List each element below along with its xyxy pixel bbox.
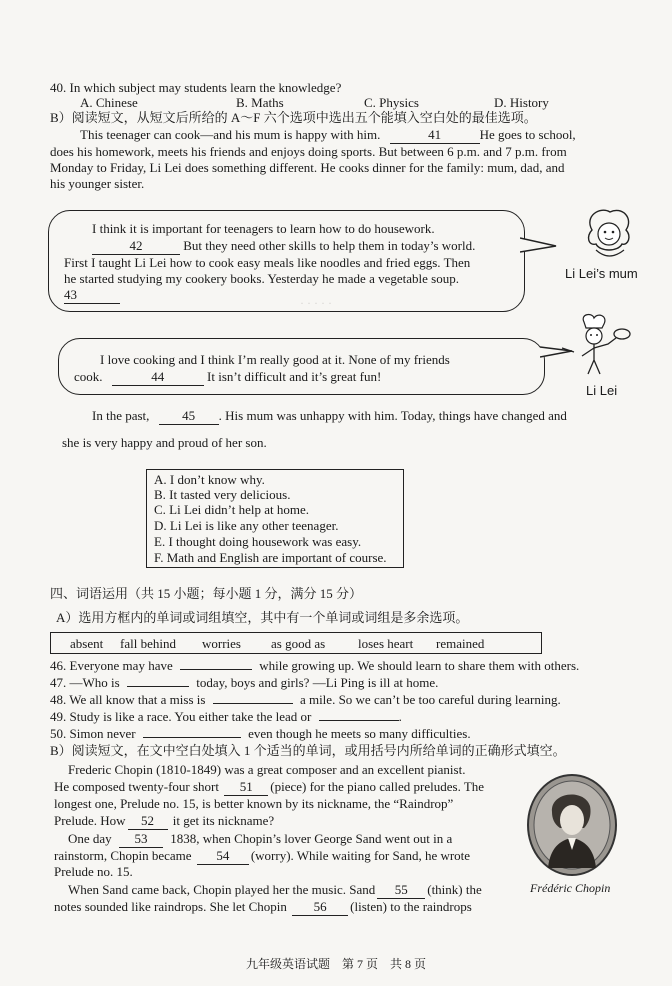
q40-stem: 40. In which subject may students learn the knowledge? bbox=[50, 80, 342, 95]
q49 bbox=[50, 709, 402, 725]
q47-a: 47. —Who is bbox=[50, 675, 120, 690]
lilei-bubble-line1: I love cooking and I think I’m really good at it. None of my friends bbox=[100, 352, 450, 367]
passage1-line3: Monday to Friday, Li Lei does something different. He cooks dinner for the family: mum, dad, and bbox=[50, 160, 565, 175]
q48 bbox=[50, 692, 561, 708]
passage1-line1-rest: He goes to school, bbox=[479, 127, 576, 142]
passage1-end-line1 bbox=[92, 408, 567, 425]
passage2-line1: Frederic Chopin (1810-1849) was a great composer and an excellent pianist. bbox=[68, 762, 466, 777]
blank-46[interactable] bbox=[180, 669, 252, 670]
page-footer: 九年级英语试题 第 7 页 共 8 页 bbox=[245, 957, 426, 971]
passage1-end-line1-b: . His mum was unhappy with him. Today, things have changed and bbox=[218, 408, 567, 423]
blank-56[interactable]: 56 bbox=[292, 899, 348, 916]
passage2-line8-b: (think) the bbox=[427, 882, 482, 897]
word-as-good-as: as good as bbox=[271, 636, 326, 651]
q47 bbox=[50, 675, 438, 691]
passage2-line3: longest one, Prelude no. 15, is better known by its nickname, the “Raindrop” bbox=[54, 796, 454, 811]
passage2-line4-b: it get its nickname? bbox=[172, 813, 275, 828]
passage2-line2-b: (piece) for the piano called preludes. The bbox=[270, 779, 485, 794]
passage2-line2-a: He composed twenty-four short bbox=[54, 779, 219, 794]
passage2-line7: Prelude no. 15. bbox=[54, 864, 133, 879]
passage2-line4 bbox=[54, 813, 274, 830]
passage2-line8 bbox=[68, 882, 482, 899]
q40-option-b: B. Maths bbox=[236, 95, 284, 110]
mum-label: Li Lei’s mum bbox=[565, 266, 638, 281]
passage2-line6-b: (worry). While waiting for Sand, he wrote bbox=[250, 848, 471, 863]
blank-48[interactable] bbox=[213, 703, 293, 704]
option-b: B. It tasted very delicious. bbox=[154, 487, 291, 502]
lilei-label: Li Lei bbox=[586, 383, 618, 398]
passage1-line4: his younger sister. bbox=[50, 176, 145, 191]
passage2-line6-a: rainstorm, Chopin became bbox=[54, 848, 192, 863]
passage2-line6 bbox=[54, 848, 470, 865]
blank-54[interactable]: 54 bbox=[197, 848, 249, 865]
passage1-end-line1-a: In the past, bbox=[92, 408, 150, 423]
mum-bubble-line5 bbox=[64, 287, 120, 304]
option-e: E. I thought doing housework was easy. bbox=[154, 534, 362, 549]
q40-option-c: C. Physics bbox=[364, 95, 419, 110]
lilei-bubble-line2-b: It isn’t difficult and it’s great fun! bbox=[207, 369, 382, 384]
blank-41[interactable]: 41 bbox=[390, 127, 480, 144]
option-d: D. Li Lei is like any other teenager. bbox=[154, 518, 339, 533]
word-loses-heart: loses heart bbox=[358, 636, 414, 651]
passage1-line1 bbox=[80, 127, 576, 144]
lilei-illustration bbox=[556, 312, 636, 378]
q47-b: today, boys and girls? —Li Ping is ill at home. bbox=[196, 675, 439, 690]
q40-option-d: D. History bbox=[494, 95, 549, 110]
section4-title: 四、词语运用（共 15 小题；每小题 1 分，满分 15 分） bbox=[50, 586, 363, 601]
q46 bbox=[50, 658, 579, 674]
passage1-line1-text: This teenager can cook—and his mum is happy with him. bbox=[80, 127, 381, 142]
passage2-line8-a: When Sand came back, Chopin played her the music. Sand bbox=[68, 882, 376, 897]
blank-53[interactable]: 53 bbox=[119, 831, 163, 848]
bubble-tail-mum bbox=[520, 232, 560, 258]
passage2-line5-a: One day bbox=[68, 831, 112, 846]
q46-a: 46. Everyone may have bbox=[50, 658, 173, 673]
mum-bubble-line4: he started studying my cookery books. Yesterday he made a vegetable soup. bbox=[64, 271, 459, 286]
q50-a: 50. Simon never bbox=[50, 726, 136, 741]
portrait-caption: Frédéric Chopin bbox=[530, 881, 611, 895]
mum-bubble-line2 bbox=[92, 238, 475, 255]
mum-illustration bbox=[578, 206, 640, 264]
lilei-bubble-line2-a: cook. bbox=[74, 369, 103, 384]
passage2-line9-b: (listen) to the raindrops bbox=[350, 899, 472, 914]
word-fall-behind: fall behind bbox=[120, 636, 176, 651]
passage1-end-line2: she is very happy and proud of her son. bbox=[62, 435, 267, 450]
mum-bubble-line2-text: But they need other skills to help them in today’s world. bbox=[183, 238, 476, 253]
blank-43[interactable]: 43 bbox=[64, 287, 120, 304]
q49-a: 49. Study is like a race. You either take the lead or bbox=[50, 709, 312, 724]
blank-44[interactable]: 44 bbox=[112, 369, 204, 386]
lilei-bubble-line2 bbox=[74, 369, 381, 386]
q49-b: . bbox=[398, 709, 402, 724]
q48-b: a mile. So we can’t be too careful during learning. bbox=[299, 692, 561, 707]
mum-bubble-line1: I think it is important for teenagers to learn how to do housework. bbox=[92, 221, 435, 236]
blank-49[interactable] bbox=[319, 720, 399, 721]
option-f: F. Math and English are important of course. bbox=[154, 550, 387, 565]
option-c: C. Li Lei didn’t help at home. bbox=[154, 502, 310, 517]
passage2-line2 bbox=[54, 779, 484, 796]
blank-52[interactable]: 52 bbox=[128, 813, 168, 830]
word-absent: absent bbox=[70, 636, 104, 651]
blank-55[interactable]: 55 bbox=[377, 882, 425, 899]
mum-bubble-line3: First I taught Li Lei how to cook easy meals like noodles and fried eggs. Then bbox=[64, 255, 471, 270]
blank-50[interactable] bbox=[143, 737, 241, 738]
passage1-line2: does his homework, meets his friends and enjoys doing sports. But between 6 p.m. and 7 p.m. from bbox=[50, 144, 567, 159]
blank-45[interactable]: 45 bbox=[159, 408, 219, 425]
section-b1-instruction: B）阅读短文，从短文后所给的 A～F 六个选项中选出五个能填入空白处的最佳选项。 bbox=[50, 110, 537, 125]
word-worries: worries bbox=[202, 636, 241, 651]
section-b2-instruction: B）阅读短文，在文中空白处填入 1 个适当的单词，或用括号内所给单词的正确形式填空。 bbox=[50, 743, 566, 758]
q48-a: 48. We all know that a miss is bbox=[50, 692, 206, 707]
passage2-line9 bbox=[54, 899, 472, 916]
passage2-line4-a: Prelude. How bbox=[54, 813, 126, 828]
q40-option-a: A. Chinese bbox=[80, 95, 138, 110]
chopin-portrait bbox=[524, 772, 620, 878]
word-remained: remained bbox=[436, 636, 485, 651]
passage2-line9-a: notes sounded like raindrops. She let Chopin bbox=[54, 899, 287, 914]
blank-51[interactable]: 51 bbox=[224, 779, 268, 796]
q46-b: while growing up. We should learn to share them with others. bbox=[259, 658, 580, 673]
blank-47[interactable] bbox=[127, 686, 189, 687]
option-a: A. I don’t know why. bbox=[154, 472, 265, 487]
passage2-line5-b: 1838, when Chopin’s lover George Sand went out in a bbox=[170, 831, 453, 846]
blank-42[interactable]: 42 bbox=[92, 238, 180, 255]
q50-b: even though he meets so many difficulties. bbox=[248, 726, 471, 741]
q50 bbox=[50, 726, 471, 742]
section4-a-instruction: A）选用方框内的单词或词组填空，其中有一个单词或词组是多余选项。 bbox=[56, 610, 469, 625]
passage2-line5 bbox=[68, 831, 452, 848]
bleed-through-text: · · · · · bbox=[300, 296, 332, 310]
